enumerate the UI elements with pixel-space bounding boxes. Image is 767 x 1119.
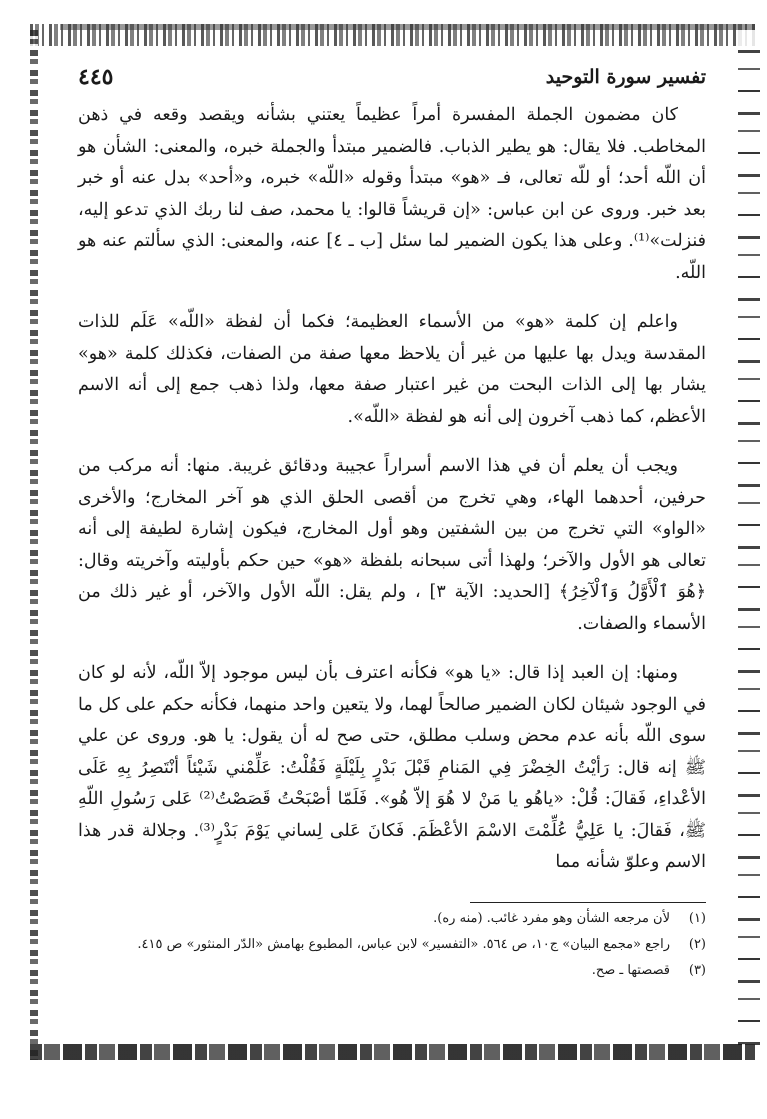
scan-border-top-inner — [60, 24, 755, 30]
paragraph-separator — [78, 640, 706, 658]
running-title: تفسير سورة التوحيد — [545, 66, 706, 88]
page-number: ٤٤٥ — [78, 64, 114, 90]
footnotes — [78, 908, 706, 986]
footnote-number: (١) — [688, 911, 706, 926]
paragraph: كان مضمون الجملة المفسرة أمراً عظيماً يعتني بشأنه ويقصد وقعه في ذهن المخاطب. فلا يقال: هو يطير الذباب. فالضمير مبتدأ والجملة خبره، والمعنى: الشأن هو أن اللّه أحد؛ أو للّه تعالى، فـ «هو» مبتدأ وقوله «اللّه» خبره، و«أحد» بدل عنه أو خبر بعد خبر. وروى عن ابن عباس: «إن قريشاً قالوا: يا محمد، صف لنا ربك الذي تدعو إليه، فنزلت»⁽¹⁾. وعلى هذا يكون الضمير لما سئل [ب ـ ٤] عنه، والمعنى: الذي سألتم عنه هو اللّه. — [78, 105, 706, 283]
footnote-number: (٣) — [688, 963, 706, 978]
scan-border-bottom — [30, 1044, 755, 1060]
paragraph-separator — [78, 433, 706, 451]
footnote-text: راجع «مجمع البيان» ج١٠، ص ٥٦٤. «التفسير» لابن عباس، المطبوع بهامش «الدّر المنثور» ص ٤١٥. — [137, 937, 670, 952]
footnote-text: لأن مرجعه الشأن وهو مفرد غائب. (منه ره). — [433, 911, 670, 926]
page-header — [78, 60, 706, 94]
footnote-item — [78, 934, 706, 956]
scan-border-right — [738, 30, 760, 1060]
paragraph-separator — [78, 289, 706, 307]
paragraph: ومنها: إن العبد إذا قال: «يا هو» فكأنه اعترف بأن ليس موجود إلاّ اللّه، لأنه لو كان في الوجود شيئان لكان الضمير صالحاً لهما، ولا يتعين واحد منهما، فكأنه حكم على كل ما سوى اللّه بأنه عدم محض وسلب مطلق، حتى صح له أن يقول: يا هو. وروى عن علي ﷺ إنه قال: رَأيْتُ الخِضْرَ فِي المَنامِ قَبْلَ بَدْرٍ بِلَيْلَةٍ فَقُلْتُ: عَلِّمْني شَيْئاً أنْتَصِرُ بِهِ عَلَى الأعْداءِ، فَقالَ: قُلْ: «ياهُو يا مَنْ لا هُوَ إلاّ هُو». فَلَمّا أصْبَحْتُ قَصَصْتُ⁽²⁾ عَلى رَسُولِ اللّهِ ﷺ، فَقالَ: يا عَلِيُّ عُلِّمْتَ الاسْمَ الأعْظَمَ. فَكانَ عَلى لِساني يَوْمَ بَدْرٍ⁽³⁾. وجلالة قدر هذا الاسم وعلوّ شأنه مما — [78, 663, 706, 872]
footnote-number: (٢) — [688, 937, 706, 952]
paragraph: واعلم إن كلمة «هو» من الأسماء العظيمة؛ فكما أن لفظة «اللّه» عَلَم للذات المقدسة ويدل بها عليها من غير أن يلاحظ معها صفة من الصفات، فكذلك كلمة «هو» يشار بها إلى الذات البحت من غير اعتبار صفة معها، ولذا ذهب جمع إلى أنه الاسم الأعظم، كما ذهب آخرون إلى أنه هو لفظة «اللّه». — [78, 312, 706, 427]
main-text — [78, 100, 706, 879]
scan-border-left — [30, 30, 38, 1060]
paragraph: ويجب أن يعلم أن في هذا الاسم أسراراً عجيبة ودقائق غريبة. منها: أنه مركب من حرفين، أحدهما الهاء، وهي تخرج من أقصى الحلق الذي هو آخر المخارج؛ والأخرى «الواو» التي تخرج من بين الشفتين وهو أول المخارج، فيكون إشارة لطيفة إلى أنه تعالى هو الأول والآخر؛ ولهذا أتى سبحانه بلفظة «هو» حين حكم بأوليته وآخريته وقال: ﴿هُوَ ٱلْأَوَّلُ وَٱلْآخِرُ﴾ [الحديد: الآية ٣] ، ولم يقل: اللّه الأول والآخر، أو غير ذلك من الأسماء والصفات. — [78, 456, 707, 634]
footnote-item — [78, 908, 706, 930]
footnote-item — [78, 960, 706, 982]
footnote-rule — [470, 902, 706, 903]
footnote-text: قصصتها ـ صح. — [591, 963, 670, 978]
